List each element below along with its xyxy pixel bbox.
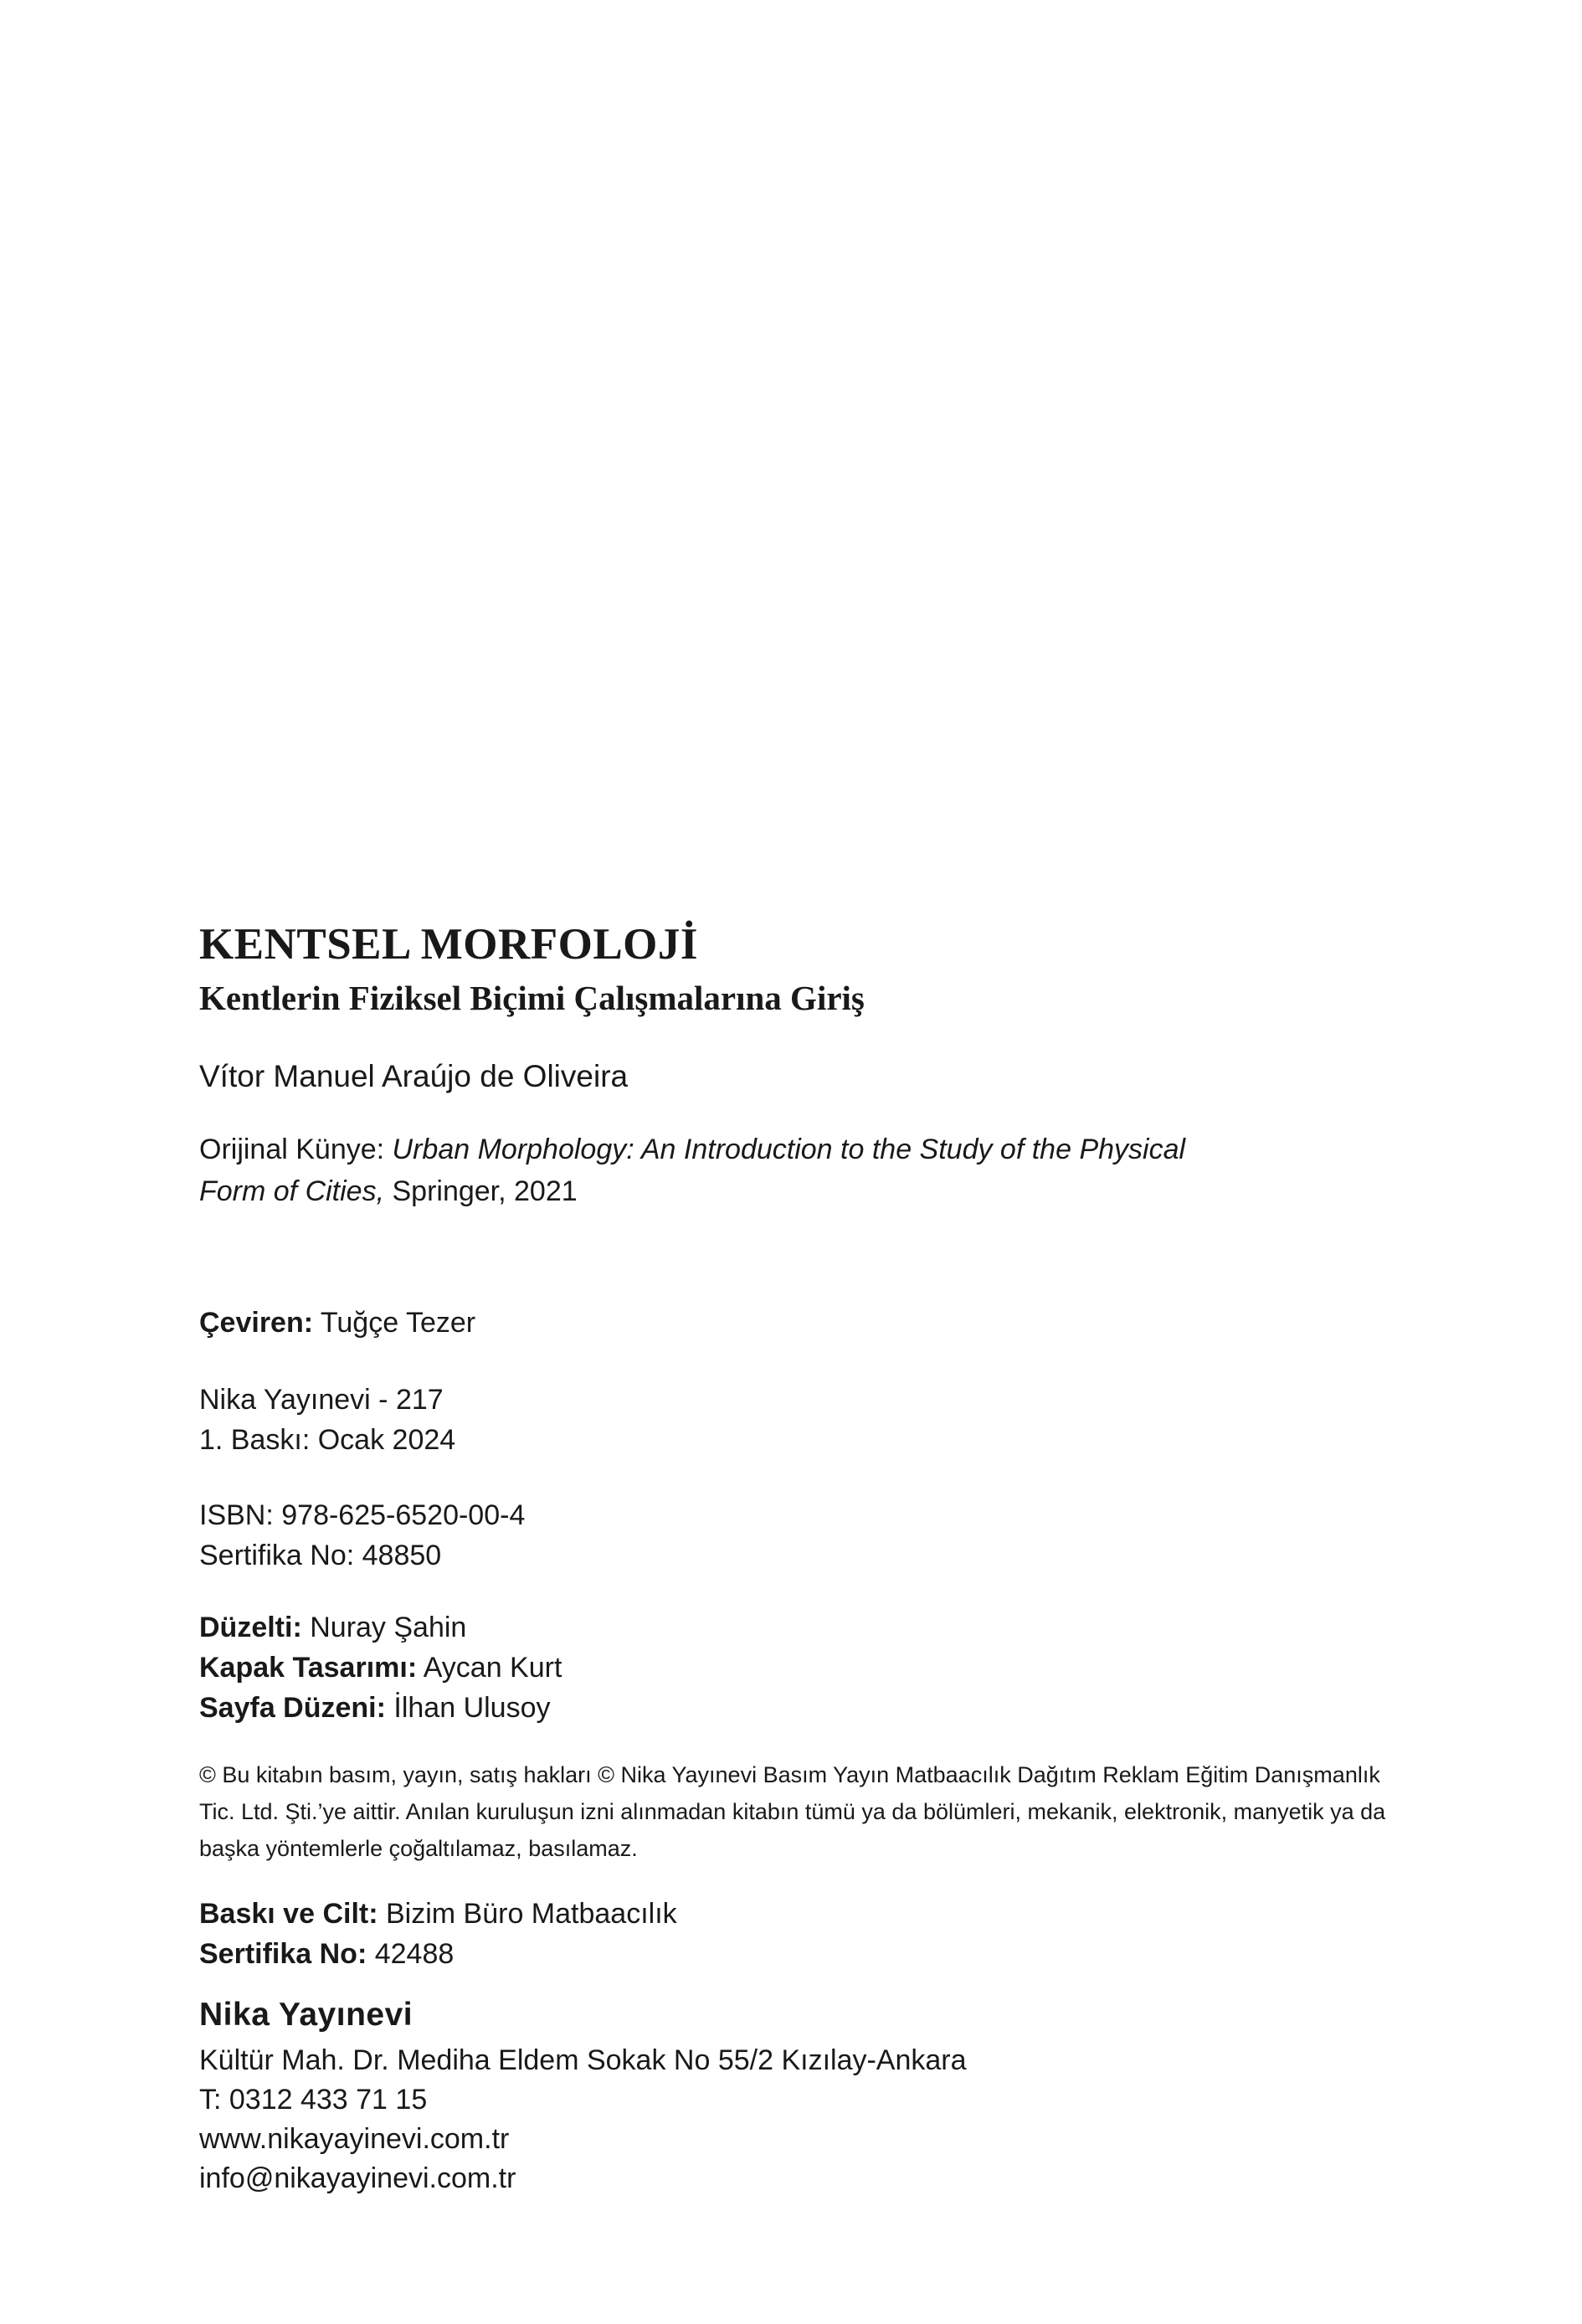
- translator-label: Çeviren:: [199, 1307, 314, 1339]
- printer-label: Baskı ve Cilt:: [199, 1898, 378, 1930]
- book-title: KENTSEL MORFOLOJİ: [199, 920, 699, 969]
- translator-line: [199, 1303, 1389, 1343]
- credit-row-proofreading: [199, 1607, 1389, 1648]
- publisher-block: [199, 1994, 1389, 2198]
- publisher-email: info@nikayayinevi.com.tr: [199, 2162, 516, 2194]
- series-number: Nika Yayınevi - 217: [199, 1384, 444, 1416]
- printer-row: [199, 1894, 1389, 1934]
- copyright-line: başka yöntemlerle çoğaltılamaz, basılamaz.: [199, 1836, 638, 1861]
- edition-info: [199, 1380, 1389, 1460]
- credit-value: İlhan Ulusoy: [385, 1692, 551, 1724]
- credit-label: Düzelti:: [199, 1612, 302, 1643]
- publisher-website: www.nikayayinevi.com.tr: [199, 2123, 510, 2155]
- original-reference-label: Orijinal Künye:: [199, 1134, 393, 1165]
- printer-certificate-label: Sertifika No:: [199, 1938, 367, 1970]
- isbn-number: ISBN: 978-625-6520-00-4: [199, 1499, 526, 1531]
- printing-info: [199, 1894, 1389, 1974]
- certificate-number: Sertifika No: 48850: [199, 1540, 442, 1571]
- credit-label: Sayfa Düzeni:: [199, 1692, 386, 1724]
- credit-value: Nuray Şahin: [301, 1612, 467, 1643]
- publisher-address: Kültür Mah. Dr. Mediha Eldem Sokak No 55/2 Kızılay-Ankara: [199, 2044, 967, 2076]
- credit-row-cover-design: [199, 1648, 1389, 1688]
- credits: [199, 1607, 1389, 1728]
- credit-row-page-layout: [199, 1688, 1389, 1728]
- author-name: Vítor Manuel Araújo de Oliveira: [199, 1059, 629, 1093]
- copyright-line: Tic. Ltd. Şti.’ye aittir. Anılan kuruluşun izni alınmadan kitabın tümü ya da bölümleri, mekanik, elektronik, manyetik ya da: [199, 1799, 1386, 1824]
- printer-name: Bizim Büro Matbaacılık: [378, 1898, 677, 1930]
- original-reference-title-line1: Urban Morphology: An Introduction to the Study of the Physical: [392, 1134, 1186, 1165]
- credit-value: Aycan Kurt: [417, 1652, 562, 1684]
- copyright-line: © Bu kitabın basım, yayın, satış hakları © Nika Yayınevi Basım Yayın Matbaacılık Dağıtım Reklam Eğitim Danışmanlık: [199, 1762, 1380, 1787]
- publisher-phone: T: 0312 433 71 15: [199, 2084, 428, 2116]
- isbn-info: [199, 1495, 1389, 1576]
- printer-certificate-row: [199, 1934, 1389, 1974]
- credit-label: Kapak Tasarımı:: [199, 1652, 418, 1684]
- publisher-name: Nika Yayınevi: [199, 1997, 413, 2033]
- copyright-notice: [199, 1756, 1389, 1867]
- translator-name: Tuğçe Tezer: [313, 1307, 476, 1339]
- printer-certificate-number: 42488: [367, 1938, 455, 1970]
- book-subtitle: Kentlerin Fiziksel Biçimi Çalışmalarına Giriş: [199, 979, 865, 1017]
- original-reference-publisher-year: Springer, 2021: [384, 1175, 578, 1207]
- original-reference: [199, 1129, 1389, 1212]
- printing-date: 1. Baskı: Ocak 2024: [199, 1424, 456, 1456]
- original-reference-title-line2: Form of Cities,: [199, 1175, 385, 1207]
